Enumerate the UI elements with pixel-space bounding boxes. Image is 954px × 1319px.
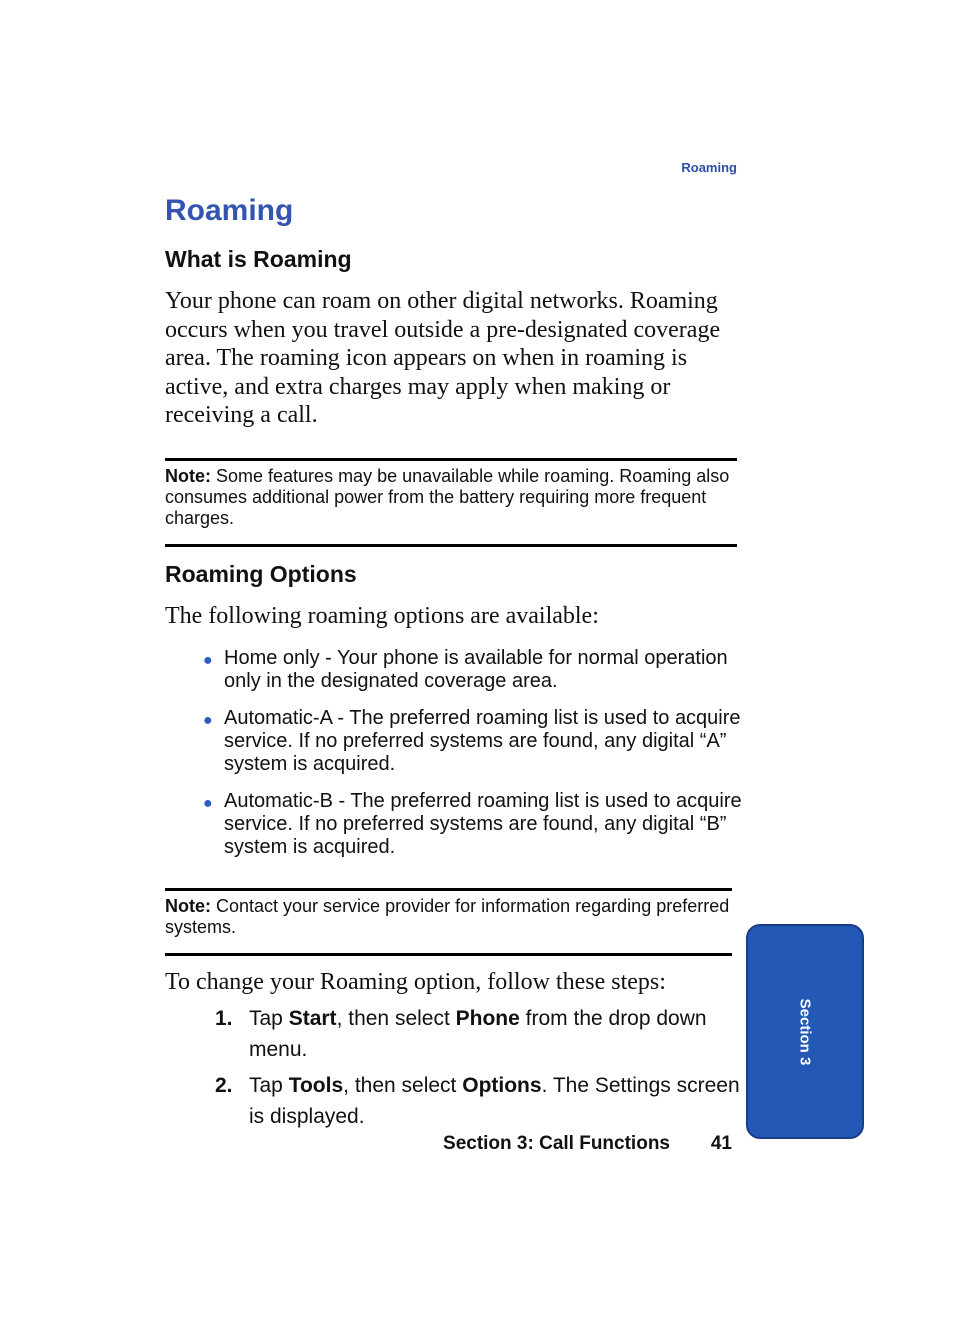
note-label: Note: xyxy=(165,896,211,916)
step-text: Tap xyxy=(249,1074,289,1097)
step-keyword: Options xyxy=(462,1074,542,1097)
list-item xyxy=(203,707,743,776)
bullet-icon: ● xyxy=(203,652,213,669)
list-item-text: Automatic-A - The preferred roaming list is used to acquire service. If no preferred systems are found, any digital “A” system is acquired. xyxy=(224,707,741,775)
bullet-icon: ● xyxy=(203,712,213,729)
list-item-text: Home only - Your phone is available for normal operation only in the designated coverage area. xyxy=(224,647,728,692)
roaming-description: Your phone can roam on other digital networks. Roaming occurs when you travel outside a pre-designated coverage area. The roaming icon appears on when in roaming is active, and extra charges may apply when making or receiving a call. xyxy=(165,288,721,428)
note-rule-top xyxy=(165,458,737,461)
step-keyword: Phone xyxy=(455,1007,520,1030)
step-text: . The Settings screen is displayed. xyxy=(249,1074,740,1128)
step-item xyxy=(215,1003,740,1065)
footer-section-title: Section 3: Call Functions xyxy=(443,1133,670,1154)
step-text: , then select xyxy=(336,1007,456,1030)
page-title: Roaming xyxy=(165,194,294,227)
bullet-icon: ● xyxy=(203,795,213,812)
note-label: Note: xyxy=(165,466,211,486)
roaming-options-list xyxy=(203,647,743,873)
note-rule-top xyxy=(165,888,732,891)
section-tab xyxy=(746,924,864,1139)
step-text: Tap xyxy=(249,1007,289,1030)
step-number: 1. xyxy=(215,1007,233,1030)
step-text: from the drop down menu. xyxy=(249,1007,707,1061)
note-text: Contact your service provider for information regarding preferred systems. xyxy=(165,896,730,937)
step-text: , then select xyxy=(343,1074,463,1097)
options-intro: The following roaming options are available: xyxy=(165,603,599,629)
change-option-intro: To change your Roaming option, follow these steps: xyxy=(165,969,666,995)
step-keyword: Start xyxy=(288,1007,337,1030)
list-item xyxy=(203,647,743,693)
note-rule-bottom xyxy=(165,544,737,547)
note-text: Some features may be unavailable while roaming. Roaming also consumes additional power from the battery requiring more frequent charges. xyxy=(165,466,730,528)
section-heading-what-is-roaming: What is Roaming xyxy=(165,246,352,272)
list-item-text: Automatic-B - The preferred roaming list is used to acquire service. If no preferred systems are found, any digital “B” system is acquired. xyxy=(224,790,742,858)
step-number: 2. xyxy=(215,1074,233,1097)
note-service-provider xyxy=(165,896,745,938)
footer-page-number: 41 xyxy=(710,1133,732,1154)
list-item xyxy=(203,790,743,859)
note-roaming-power xyxy=(165,466,745,529)
steps-list xyxy=(215,1003,740,1137)
section-tab-label: Section 3 xyxy=(796,998,814,1065)
step-keyword: Tools xyxy=(288,1074,344,1097)
note-rule-bottom xyxy=(165,953,732,956)
step-item xyxy=(215,1070,740,1132)
running-header: Roaming xyxy=(681,160,737,175)
section-heading-roaming-options: Roaming Options xyxy=(165,561,357,587)
